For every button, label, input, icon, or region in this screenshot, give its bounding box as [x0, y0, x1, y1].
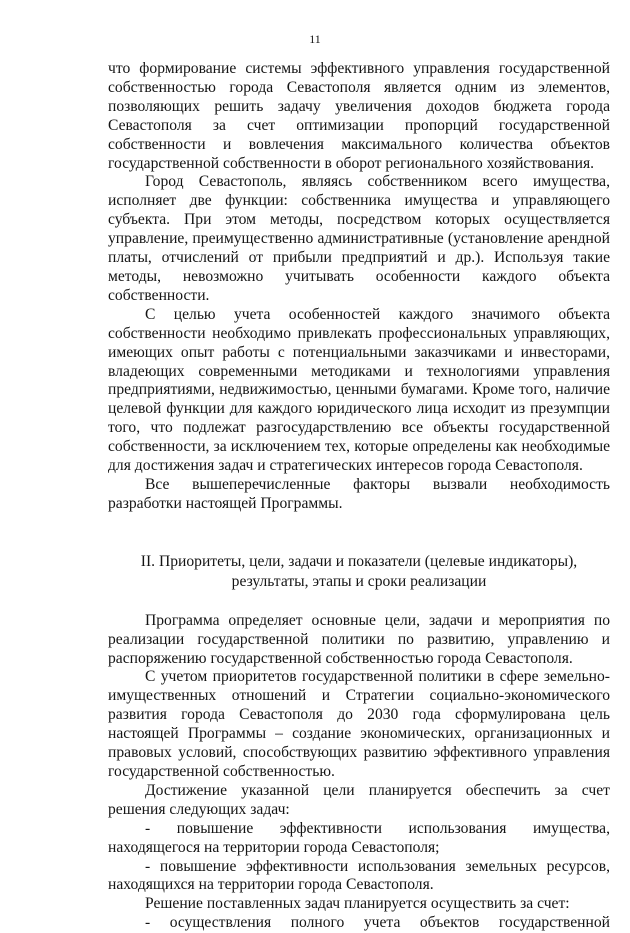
section-heading	[108, 552, 610, 593]
paragraph-program-need: Все вышеперечисленные факторы вызвали необходимость разработки настоящей Программы.	[108, 475, 610, 512]
paragraph-professional-managers: С целью учета особенностей каждого значимого объекта собственности необходимо привлекать профессиональных управляющих, имеющих опыт работы с потенциальными заказчиками и инвесторами, владеющих современными методиками и технологиями управления предприятиями, недвижимостью, ценными бумагами. Кроме того, наличие целевой функции для каждого юридического лица исходит из презумпции того, что подлежат разгосударствлению все объекты государственной собственности, за исключением тех, которые определены как необходимые для достижения задач и стратегических интересов города Севастополя.	[108, 305, 610, 475]
paragraph-tasks-intro: Достижение указанной цели планируется обеспечить за счет решения следующих задач:	[108, 781, 610, 818]
spacer	[108, 593, 610, 612]
list-item-property-efficiency: - повышение эффективности использования имущества, находящегося на территории города Севастополя;	[108, 819, 610, 856]
list-item-land-efficiency: - повышение эффективности использования земельных ресурсов, находящихся на территории города Севастополя.	[108, 857, 610, 894]
section-heading-line-2: результаты, этапы и сроки реализации	[231, 573, 487, 591]
spacer	[108, 514, 610, 552]
paragraph-continuation: что формирование системы эффективного управления государственной собственностью города Севастополя является одним из элементов, позволяющих решить задачу увеличения доходов бюджета города Севастополя за счет оптимизации пропорций государственной собственности и вовлечения максимального количества объектов государственной собственности в оборот регионального хозяйствования.	[108, 60, 610, 172]
paragraph-solution-intro: Решение поставленных задач планируется осуществить за счет:	[145, 895, 570, 913]
list-item-accounting: - осуществления полного учета объектов государственной	[145, 914, 610, 932]
section-heading-line-1: II. Приоритеты, цели, задачи и показатели (целевые индикаторы),	[140, 552, 578, 570]
page-number: 11	[309, 32, 321, 46]
document-body	[108, 60, 610, 933]
paragraph-city-functions: Город Севастополь, являясь собственником всего имущества, исполняет две функции: собственника имущества и управляющего субъекта. При этом методы, посредством которых осуществляется управление, преимущественно административные (установление арендной платы, отчислений от прибыли предприятий и др.). Используя такие методы, невозможно учитывать особенности каждого объекта собственности.	[108, 173, 610, 304]
paragraph-program-goals: Программа определяет основные цели, задачи и мероприятия по реализации государственной политики по развитию, управлению и распоряжению государственной собственностью города Севастополя.	[108, 611, 610, 667]
paragraph-program-target: С учетом приоритетов государственной политики в сфере земельно-имущественных отношений и Стратегии социально-экономического развития города Севастополя до 2030 года сформулирована цель настоящей Программы – создание экономических, организационных и правовых условий, способствующих развитию эффективного управления государственной собственностью.	[108, 668, 610, 780]
